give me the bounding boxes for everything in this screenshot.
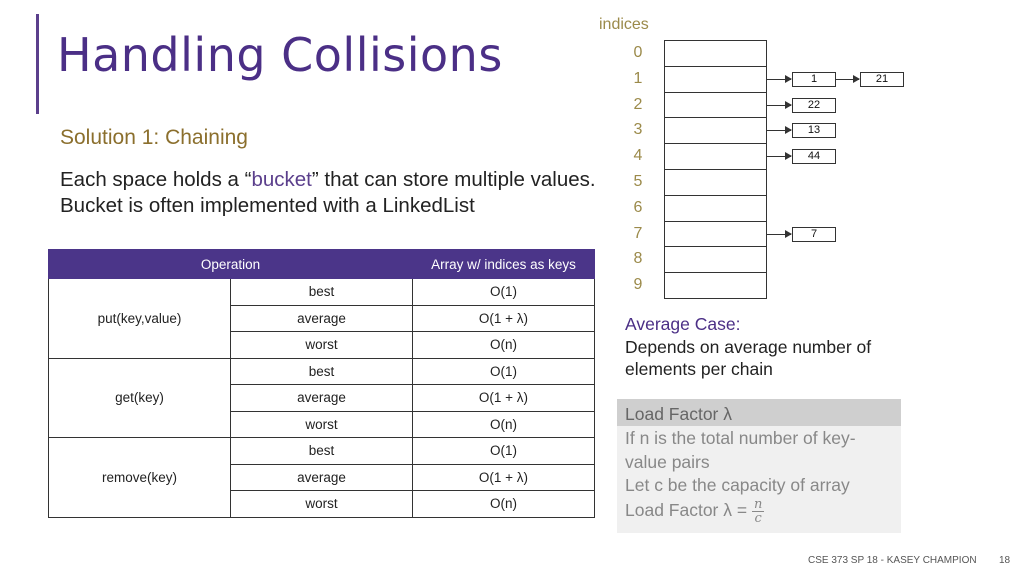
- chain-node: 13: [792, 123, 836, 138]
- case-cell: worst: [231, 332, 413, 359]
- index-label: 8: [633, 250, 643, 268]
- header-array: Array w/ indices as keys: [413, 250, 595, 279]
- chain-arrow: [767, 105, 791, 106]
- value-cell: O(1 + λ): [413, 305, 595, 332]
- chain-node: 7: [792, 227, 836, 242]
- footer-text: CSE 373 SP 18 - KASEY CHAMPION: [808, 555, 977, 566]
- array-slot: [664, 143, 767, 170]
- case-cell: worst: [231, 491, 413, 518]
- index-label: 9: [633, 276, 643, 294]
- slide-subtitle: Solution 1: Chaining: [60, 126, 248, 149]
- operations-table: [48, 249, 595, 518]
- array-slot: [664, 169, 767, 196]
- array-slot: [664, 221, 767, 248]
- formula-label: Load Factor λ =: [625, 499, 748, 520]
- chain-node: 21: [860, 72, 904, 87]
- accent-bar: [36, 14, 39, 114]
- case-cell: average: [231, 385, 413, 412]
- array-slot: [664, 40, 767, 67]
- op-put: put(key,value): [49, 279, 231, 359]
- value-cell: O(1 + λ): [413, 464, 595, 491]
- body-before: Each space holds a “: [60, 168, 252, 191]
- chain-node: 22: [792, 98, 836, 113]
- indices-label: indices: [599, 16, 649, 33]
- table-row: [49, 438, 595, 465]
- index-label: 1: [633, 69, 643, 87]
- case-cell: average: [231, 464, 413, 491]
- fraction-numerator: n: [753, 496, 763, 512]
- index-label: 2: [633, 95, 643, 113]
- value-cell: O(n): [413, 491, 595, 518]
- value-cell: O(1): [413, 358, 595, 385]
- case-cell: best: [231, 358, 413, 385]
- fraction: [752, 498, 764, 525]
- index-label: 6: [633, 198, 643, 216]
- chain-node: 44: [792, 149, 836, 164]
- slide-title: Handling Collisions: [57, 28, 503, 82]
- chain-arrow: [767, 156, 791, 157]
- index-label: 0: [633, 44, 643, 61]
- load-factor-title: Load Factor λ: [625, 404, 732, 424]
- load-factor-line: If n is the total number of key-value pairs: [625, 428, 856, 472]
- case-cell: best: [231, 438, 413, 465]
- body-after: ” that can store multiple values. Bucket is often implemented with a LinkedList: [60, 168, 596, 217]
- page-number: 18: [999, 555, 1011, 566]
- case-cell: best: [231, 279, 413, 306]
- value-cell: O(n): [413, 332, 595, 359]
- body-highlight: bucket: [251, 168, 312, 191]
- value-cell: O(1 + λ): [413, 385, 595, 412]
- value-cell: O(1): [413, 438, 595, 465]
- array-slot: [664, 195, 767, 222]
- average-case-title: Average Case:: [625, 314, 741, 334]
- body-text: [60, 167, 620, 219]
- table-row: [49, 358, 595, 385]
- header-operation: Operation: [49, 250, 413, 279]
- chain-node: 1: [792, 72, 836, 87]
- array-slot: [664, 117, 767, 144]
- index-label: 4: [633, 147, 643, 165]
- array-slot: [664, 92, 767, 119]
- op-remove: remove(key): [49, 438, 231, 518]
- fraction-denominator: c: [754, 510, 762, 526]
- array-slot: [664, 272, 767, 299]
- load-factor-formula: [625, 498, 895, 525]
- index-label: 5: [633, 173, 643, 190]
- chain-arrow: [836, 79, 859, 80]
- average-case-text: Depends on average number of elements per chain: [625, 337, 872, 379]
- value-cell: O(n): [413, 411, 595, 438]
- load-factor-line: Let c be the capacity of array: [625, 475, 850, 495]
- array-slot: [664, 246, 767, 273]
- case-cell: average: [231, 305, 413, 332]
- load-factor-box: [617, 399, 901, 533]
- chain-arrow: [767, 234, 791, 235]
- chain-arrow: [767, 130, 791, 131]
- case-cell: worst: [231, 411, 413, 438]
- chain-arrow: [767, 79, 791, 80]
- op-get: get(key): [49, 358, 231, 438]
- index-label: 7: [633, 224, 643, 242]
- table-header-row: [49, 250, 595, 279]
- index-label: 3: [633, 121, 643, 139]
- array-slot: [664, 66, 767, 93]
- load-factor-text: [625, 427, 895, 525]
- value-cell: O(1): [413, 279, 595, 306]
- table-row: [49, 279, 595, 306]
